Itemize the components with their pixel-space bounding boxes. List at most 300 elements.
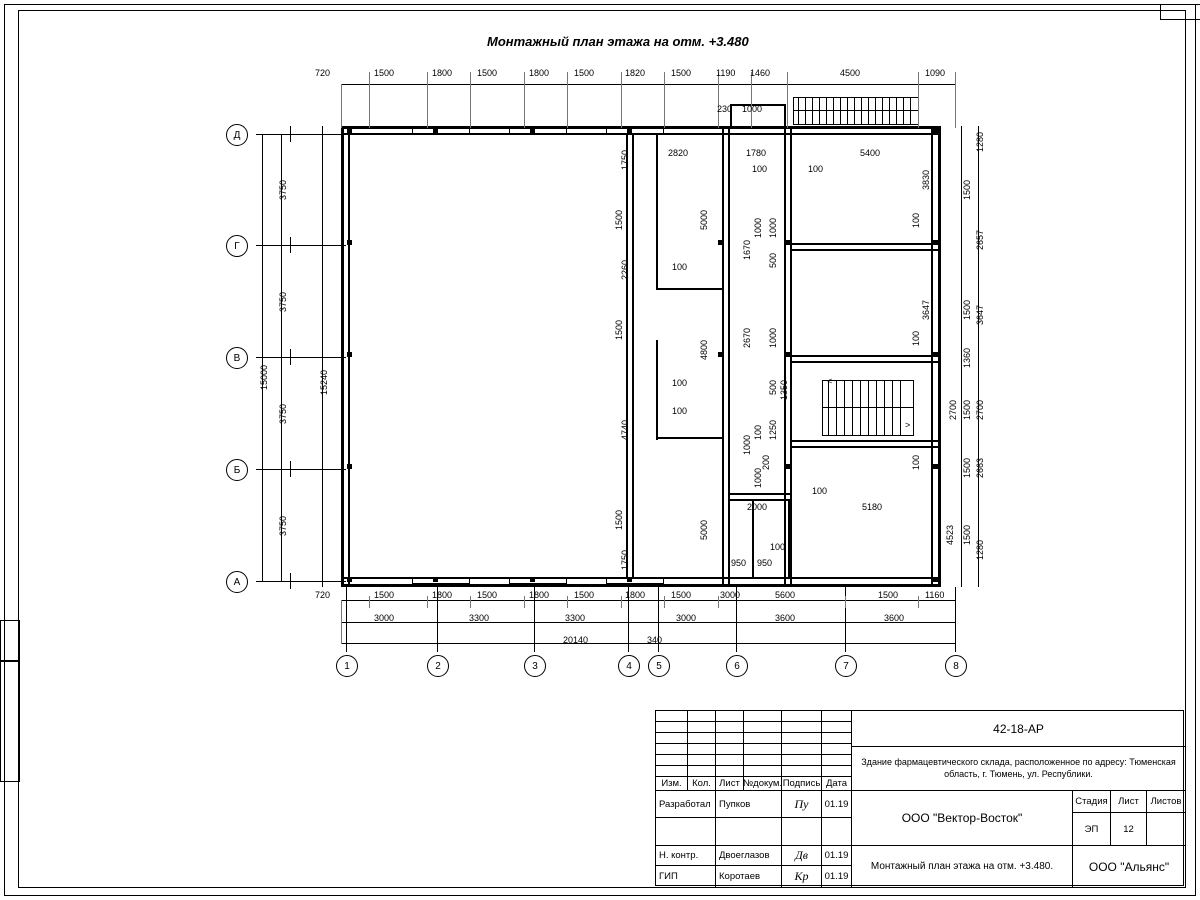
column-f3 xyxy=(786,464,791,469)
stair-top-left xyxy=(793,97,794,125)
grid-bubble-2[interactable]: 2 xyxy=(427,655,449,677)
dim-inner-950a: 950 xyxy=(731,558,747,568)
dim-inner-100a: 100 xyxy=(752,164,768,174)
column-d3 xyxy=(933,352,938,357)
dim-inner-1000b: 1000 xyxy=(768,217,778,238)
rev-cell-r3c1 xyxy=(656,733,688,744)
rev-cell-r1c5 xyxy=(782,711,822,722)
rev-cell-r3c4 xyxy=(744,733,782,744)
rev-cell-r4c5 xyxy=(782,744,822,755)
dim-inner-100i: 100 xyxy=(911,212,921,228)
dim-inner-100f: 100 xyxy=(753,424,763,440)
dimline-top-ext-9 xyxy=(718,72,719,128)
stair-top-step-17 xyxy=(910,97,911,125)
dimline-top-ext-4 xyxy=(470,72,471,128)
wall-internal-h5 xyxy=(790,440,938,442)
dim-inner-3830: 3830 xyxy=(921,169,931,190)
grid-bubble-5[interactable]: 5 xyxy=(648,655,670,677)
dim-left-3: 3750 xyxy=(278,403,288,424)
role-date-blank xyxy=(822,818,852,846)
column-a1 xyxy=(347,128,352,133)
stair-mid-step-11 xyxy=(828,408,829,435)
role-name-2: Коротаев xyxy=(716,866,782,887)
stair-top-step-15 xyxy=(896,97,897,125)
role-label-blank xyxy=(656,818,716,846)
rev-cell-r6c5 xyxy=(782,766,822,777)
dim-left-1: 3750 xyxy=(278,179,288,200)
stair-mid-left xyxy=(822,380,823,436)
dimline-bottom-ext-3 xyxy=(427,596,428,608)
role-sign-0: Пу xyxy=(782,791,822,818)
dimline-top-ext-2 xyxy=(369,72,370,128)
window-top-3 xyxy=(606,128,664,134)
role-label-1: Н. контр. xyxy=(656,846,716,866)
dim-top-2: 1500 xyxy=(374,68,395,78)
stair-top-step-3 xyxy=(812,97,813,125)
stair-mid-step-13 xyxy=(844,408,845,435)
rev-cell-r2c6 xyxy=(822,722,852,733)
axis-line-g xyxy=(256,245,346,246)
dim-inner-100j: 100 xyxy=(911,330,921,346)
dim-top-1: 720 xyxy=(315,68,331,78)
axis-tick-a xyxy=(290,573,291,589)
stair-top-step-9 xyxy=(854,97,855,125)
stage-value: ЭП xyxy=(1073,813,1111,846)
dim-inner-1780: 1780 xyxy=(746,148,767,158)
dim-right-2: 1500 xyxy=(962,179,972,200)
dim-top-6: 1500 xyxy=(574,68,595,78)
column-b1 xyxy=(433,128,438,133)
dimline-left-2 xyxy=(262,134,263,582)
dim-right-11: 1500 xyxy=(962,524,972,545)
dim-bot-11: 1500 xyxy=(878,590,899,600)
stair-top-step-2 xyxy=(805,97,806,125)
dimline-bottom-ext-2 xyxy=(369,596,370,608)
dim-right-3: 2657 xyxy=(975,229,985,250)
edge-mark-top-right xyxy=(1160,4,1200,20)
window-top-2 xyxy=(509,128,567,134)
dim-top-5: 1800 xyxy=(529,68,550,78)
rev-cell-r6c3 xyxy=(716,766,744,777)
stair-mid-step-20 xyxy=(900,408,901,435)
header-kol: Кол. xyxy=(688,777,716,791)
dimline-top-ext-10 xyxy=(751,72,752,128)
wall-internal-h3 xyxy=(790,243,938,245)
wall-internal-v1 xyxy=(626,129,628,584)
dim-bot2-5: 3600 xyxy=(775,613,796,623)
dim-inner-4740: 4740 xyxy=(620,419,630,440)
dimline-top-ext-11 xyxy=(787,72,788,128)
dim-top-9: 1190 xyxy=(716,68,736,78)
wall-internal-v1b xyxy=(632,129,634,584)
dimline-top-ext-6 xyxy=(567,72,568,128)
role-name-0: Пупков xyxy=(716,791,782,818)
rev-cell-r6c6 xyxy=(822,766,852,777)
rev-cell-r2c4 xyxy=(744,722,782,733)
dim-inner-1500a: 1500 xyxy=(614,209,624,230)
stair-mid-step-19 xyxy=(892,408,893,435)
dim-inner-100b: 100 xyxy=(808,164,824,174)
dim-inner-950b: 950 xyxy=(757,558,773,568)
company-client: ООО "Альянс" xyxy=(1088,859,1170,874)
dim-bot3-340: 340 xyxy=(647,635,663,645)
dim-inner-5400: 5400 xyxy=(860,148,881,158)
column-c2 xyxy=(530,577,535,582)
dim-bot-7: 1800 xyxy=(625,590,646,600)
dim-inner-4800: 4800 xyxy=(699,339,709,360)
dim-right-6: 1360 xyxy=(962,347,972,368)
rev-cell-r3c6 xyxy=(822,733,852,744)
stair-mid-step-9 xyxy=(892,380,893,407)
stair-mid-step-18 xyxy=(884,408,885,435)
dim-bot-3: 1800 xyxy=(432,590,453,600)
stair-mid-step-6 xyxy=(868,380,869,407)
role-date-2: 01.19 xyxy=(822,866,852,887)
column-f1 xyxy=(786,240,791,245)
stair-mid-right xyxy=(913,380,914,436)
rev-cell-r4c3 xyxy=(716,744,744,755)
grid-bubble-v[interactable]: В xyxy=(226,347,248,369)
stair-mid-step-14 xyxy=(852,408,853,435)
dim-top-3: 1800 xyxy=(432,68,453,78)
rev-cell-r2c3 xyxy=(716,722,744,733)
sheets-value xyxy=(1147,813,1185,846)
dim-top-230: 230 xyxy=(717,104,733,114)
dim-inner-100k: 100 xyxy=(911,454,921,470)
dim-inner-1000a: 1000 xyxy=(753,217,763,238)
stair-top-step-8 xyxy=(847,97,848,125)
dim-inner-1670: 1670 xyxy=(742,239,752,260)
wall-right-outer xyxy=(938,126,941,587)
column-e2 xyxy=(718,352,723,357)
sheets-label: Листов xyxy=(1147,791,1185,813)
sheet-code: 42-18-АР xyxy=(852,711,1185,747)
dim-inner-500b: 500 xyxy=(768,379,778,395)
role-sign-1: Дв xyxy=(782,846,822,866)
sheet-value: 12 xyxy=(1111,813,1147,846)
dim-bot2-4: 3000 xyxy=(676,613,697,623)
rev-cell-r6c2 xyxy=(688,766,716,777)
dim-inner-1750a: 1750 xyxy=(620,149,630,170)
stair-mid-step-10 xyxy=(900,380,901,407)
column-b3 xyxy=(627,128,632,133)
wall-internal-h4b xyxy=(790,361,938,363)
dim-inner-5180: 5180 xyxy=(862,502,883,512)
dimline-bottom-ext-5 xyxy=(524,596,525,608)
grid-bubble-3[interactable]: 3 xyxy=(524,655,546,677)
grid-bubble-6[interactable]: 6 xyxy=(726,655,748,677)
grid-bubble-7[interactable]: 7 xyxy=(835,655,857,677)
rev-cell-r1c3 xyxy=(716,711,744,722)
dim-top-4: 1500 xyxy=(477,68,498,78)
role-label-2: ГИП xyxy=(656,866,716,887)
stair-mid-step-4 xyxy=(852,380,853,407)
rev-cell-r4c4 xyxy=(744,744,782,755)
wall-internal-v2 xyxy=(656,129,658,289)
wall-bottom-outer xyxy=(341,584,941,587)
column-a2 xyxy=(347,240,352,245)
rev-cell-r5c4 xyxy=(744,755,782,766)
dim-bot2-1: 3000 xyxy=(374,613,395,623)
wall-internal-h6b xyxy=(728,499,790,501)
dim-bot-8: 1500 xyxy=(671,590,692,600)
dim-left-total-1: 15000 xyxy=(259,364,269,390)
rev-cell-r1c2 xyxy=(688,711,716,722)
stair-arrow-up: < xyxy=(827,376,833,386)
role-name-blank xyxy=(716,818,782,846)
grid-bubble-a[interactable]: А xyxy=(226,571,248,593)
role-label-0: Разработал xyxy=(656,791,716,818)
dim-inner-100e: 100 xyxy=(672,406,688,416)
dim-right-10: 2663 xyxy=(975,457,985,478)
grid-bubble-8[interactable]: 8 xyxy=(945,655,967,677)
dim-inner-2000: 2000 xyxy=(747,502,768,512)
rev-cell-r2c1 xyxy=(656,722,688,733)
dim-inner-100h: 100 xyxy=(770,542,786,552)
column-a4 xyxy=(347,464,352,469)
rev-cell-r5c1 xyxy=(656,755,688,766)
rev-cell-r3c3 xyxy=(716,733,744,744)
grid-bubble-4[interactable]: 4 xyxy=(618,655,640,677)
column-b2 xyxy=(530,128,535,133)
dim-right-5: 3647 xyxy=(975,304,985,325)
stair-top-step-10 xyxy=(861,97,862,125)
plan-title: Монтажный план этажа на отм. +3.480 xyxy=(487,34,749,49)
rev-cell-r6c4 xyxy=(744,766,782,777)
role-sign-blank xyxy=(782,818,822,846)
dim-right-4523: 4523 xyxy=(945,524,955,545)
dim-top-12: 1090 xyxy=(925,68,946,78)
dim-bot2-6: 3600 xyxy=(884,613,905,623)
axis-line-b xyxy=(256,469,346,470)
dimline-bottom-ext-6 xyxy=(567,596,568,608)
stair-mid-step-8 xyxy=(884,380,885,407)
rev-cell-r2c2 xyxy=(688,722,716,733)
header-list: Лист xyxy=(716,777,744,791)
dimline-bottom-ext-8 xyxy=(664,596,665,608)
dim-bot-2: 1500 xyxy=(374,590,395,600)
dim-top-1000: 1000 xyxy=(742,104,763,114)
dim-bot2-2: 3300 xyxy=(469,613,490,623)
dim-right-4: 1500 xyxy=(962,299,972,320)
column-d5 xyxy=(933,577,938,582)
dim-inner-100g: 100 xyxy=(812,486,828,496)
dim-bot-4: 1500 xyxy=(477,590,498,600)
stair-mid-step-15 xyxy=(860,408,861,435)
dim-right-9: 1500 xyxy=(962,457,972,478)
dim-top-11: 4500 xyxy=(840,68,861,78)
dim-inner-1250: 1250 xyxy=(768,419,778,440)
dim-top-10: 1460 xyxy=(750,68,771,78)
dim-right-1: 1280 xyxy=(975,131,985,152)
wall-internal-h1 xyxy=(656,288,724,290)
dimline-bottom-ext-11 xyxy=(918,596,919,608)
dim-bot-1: 720 xyxy=(315,590,331,600)
stair-top-step-16 xyxy=(903,97,904,125)
header-izm: Изм. xyxy=(656,777,688,791)
dim-left-total-2: 15240 xyxy=(319,369,329,395)
dim-left-4: 3750 xyxy=(278,515,288,536)
rev-cell-r1c4 xyxy=(744,711,782,722)
dimline-top-ext-5 xyxy=(524,72,525,128)
rev-cell-r3c2 xyxy=(688,733,716,744)
dim-inner-1000d: 1000 xyxy=(742,434,752,455)
wall-internal-h6 xyxy=(728,493,790,495)
stair-top-step-7 xyxy=(840,97,841,125)
dim-inner-1500c: 1500 xyxy=(614,509,624,530)
stair-mid-step-3 xyxy=(844,380,845,407)
grid-bubble-1[interactable]: 1 xyxy=(336,655,358,677)
dimline-left-3 xyxy=(322,126,323,587)
dimline-bottom-1 xyxy=(341,600,955,601)
axis-line-v xyxy=(256,357,346,358)
dim-right-12: 1280 xyxy=(975,539,985,560)
stair-top-step-13 xyxy=(882,97,883,125)
wall-internal-h4 xyxy=(790,355,938,357)
dimline-left-1 xyxy=(281,134,282,582)
edge-mark-left-1 xyxy=(0,620,20,662)
stair-mid-step-17 xyxy=(876,408,877,435)
rev-cell-r1c6 xyxy=(822,711,852,722)
rev-cell-r1c1 xyxy=(656,711,688,722)
grid-bubble-d[interactable]: Д xyxy=(226,124,248,146)
dim-inner-1000c: 1000 xyxy=(768,327,778,348)
dim-bot3-total: 20140 xyxy=(563,635,589,645)
dimline-top-ext-13 xyxy=(955,72,956,128)
dim-bot2-3: 3300 xyxy=(565,613,586,623)
rev-cell-r4c6 xyxy=(822,744,852,755)
role-sign-2: Кр xyxy=(782,866,822,887)
rev-cell-r2c5 xyxy=(782,722,822,733)
stair-top-step-11 xyxy=(868,97,869,125)
stair-top-step-5 xyxy=(826,97,827,125)
window-bottom-1 xyxy=(412,578,470,584)
grid-bubble-b[interactable]: Б xyxy=(226,459,248,481)
role-date-1: 01.19 xyxy=(822,846,852,866)
company-designer: ООО "Вектор-Восток" xyxy=(852,791,1073,846)
dimline-top-ext-3 xyxy=(427,72,428,128)
axis-line-a xyxy=(256,581,346,582)
rev-cell-r5c6 xyxy=(822,755,852,766)
dimline-bottom-ext-7 xyxy=(621,596,622,608)
column-f2 xyxy=(786,352,791,357)
window-top-1 xyxy=(412,128,470,134)
wall-internal-h2 xyxy=(656,437,724,439)
axis-tick-b xyxy=(290,461,291,477)
dim-inner-5000b: 5000 xyxy=(699,519,709,540)
window-bottom-2 xyxy=(509,578,567,584)
dim-right-7: 1500 xyxy=(962,399,972,420)
wall-internal-v2b xyxy=(656,340,658,440)
role-date-0: 01.19 xyxy=(822,791,852,818)
column-e1 xyxy=(718,240,723,245)
column-d2 xyxy=(933,240,938,245)
dimline-bottom-2 xyxy=(341,622,955,623)
rev-cell-r4c2 xyxy=(688,744,716,755)
sheet-label: Лист xyxy=(1111,791,1147,813)
stair-top-step-14 xyxy=(889,97,890,125)
dimline-top-1 xyxy=(341,84,955,85)
dim-bot-9: 3000 xyxy=(720,590,741,600)
dim-inner-1500b: 1500 xyxy=(614,319,624,340)
axis-tick-g xyxy=(290,237,291,253)
column-a5 xyxy=(347,577,352,582)
dim-inner-100c: 100 xyxy=(672,262,688,272)
dimline-bottom-ext-1 xyxy=(341,600,342,644)
header-ndok: №докум. xyxy=(742,778,783,789)
rev-cell-r5c3 xyxy=(716,755,744,766)
dim-bot-10: 5600 xyxy=(775,590,796,600)
edge-mark-left-2 xyxy=(0,660,20,782)
dim-inner-500a: 500 xyxy=(768,252,778,268)
stair-top-step-4 xyxy=(819,97,820,125)
wall-entry-right xyxy=(784,104,786,128)
column-d1 xyxy=(933,128,938,133)
dim-inner-2820: 2820 xyxy=(668,148,689,158)
dimline-bottom-ext-4 xyxy=(470,596,471,608)
dim-bot-5: 1800 xyxy=(529,590,550,600)
stage-label: Стадия xyxy=(1073,791,1111,813)
stair-mid-step-5 xyxy=(860,380,861,407)
rev-cell-r6c1 xyxy=(656,766,688,777)
dim-top-8: 1500 xyxy=(671,68,692,78)
header-data: Дата xyxy=(822,777,852,791)
dimline-bottom-ext-9 xyxy=(718,596,719,608)
dim-inner-2260: 2260 xyxy=(620,259,630,280)
dimline-top-ext-1 xyxy=(341,84,342,128)
stair-mid-step-2 xyxy=(836,380,837,407)
stair-arrow-down: > xyxy=(905,420,911,430)
stair-top-step-6 xyxy=(833,97,834,125)
dimline-right-2 xyxy=(978,126,979,587)
object-description: Здание фармацевтического склада, расположенное по адресу: Тюменская область, г. Тюмень, ул. Республики. xyxy=(852,747,1185,791)
dimline-bottom-ext-10 xyxy=(845,596,846,608)
column-a3 xyxy=(347,352,352,357)
rev-cell-r5c5 xyxy=(782,755,822,766)
dim-inner-1000e: 1000 xyxy=(753,467,763,488)
wall-internal-v6 xyxy=(788,499,790,577)
title-block xyxy=(655,710,1184,886)
dim-bot-12: 1160 xyxy=(925,590,945,600)
wall-internal-h3b xyxy=(790,249,938,251)
axis-line-d xyxy=(256,134,346,135)
stair-mid-step-12 xyxy=(836,408,837,435)
grid-bubble-g[interactable]: Г xyxy=(226,235,248,257)
axis-tick-d xyxy=(290,126,291,142)
column-c3 xyxy=(627,577,632,582)
column-d4 xyxy=(933,464,938,469)
role-name-1: Двоеглазов xyxy=(716,846,782,866)
dim-inner-5000a: 5000 xyxy=(699,209,709,230)
dim-left-2: 3750 xyxy=(278,291,288,312)
dim-inner-2700: 2700 xyxy=(948,399,958,420)
rev-cell-r5c2 xyxy=(688,755,716,766)
dim-inner-200: 200 xyxy=(761,454,771,470)
dim-inner-2670: 2670 xyxy=(742,327,752,348)
stair-top-step-1 xyxy=(798,97,799,125)
stair-mid-step-7 xyxy=(876,380,877,407)
dimline-top-ext-12 xyxy=(918,72,919,128)
dimline-top-ext-8 xyxy=(664,72,665,128)
dim-inner-1350: 1350 xyxy=(779,379,789,400)
dim-top-7: 1820 xyxy=(625,68,646,78)
dim-inner-1750b: 1750 xyxy=(620,549,630,570)
axis-line-8 xyxy=(955,587,956,652)
wall-internal-h5b xyxy=(790,446,938,448)
dim-inner-100d: 100 xyxy=(672,378,688,388)
wall-internal-v3b xyxy=(728,129,730,584)
drawing-name: Монтажный план этажа на отм. +3.480. xyxy=(852,846,1073,887)
